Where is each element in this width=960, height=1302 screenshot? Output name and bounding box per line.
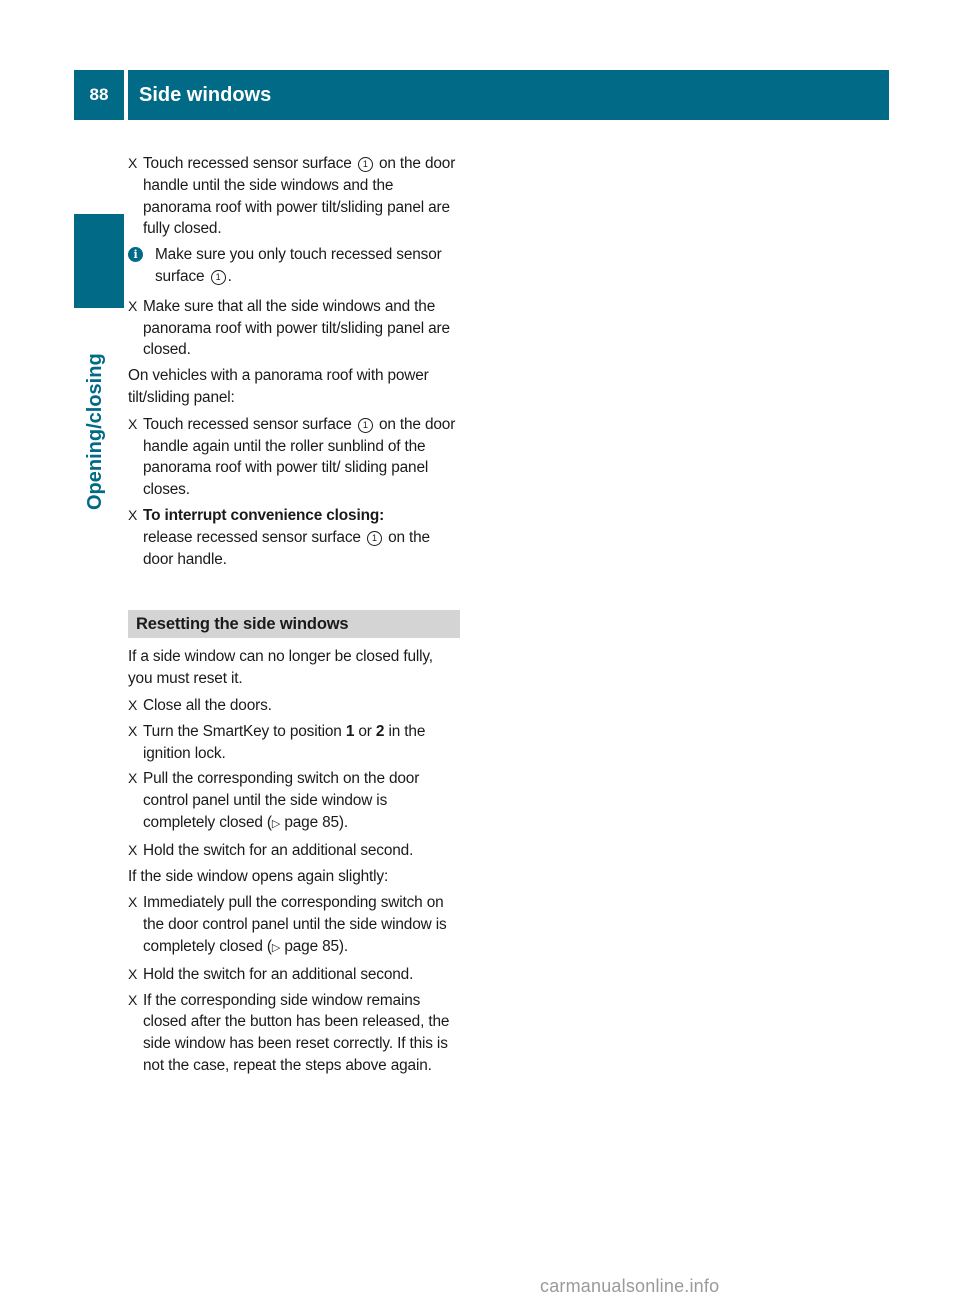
step-item (128, 505, 460, 570)
step-text: or (358, 722, 372, 740)
step-text: on the door handle again until the roller sunblind of the panorama roof with power tilt/ sliding panel closes. (143, 415, 456, 499)
callout-marker: 1 (358, 157, 373, 172)
step-marker-icon: X (128, 415, 138, 432)
step-text: on the door handle. (143, 528, 430, 568)
step-item (128, 840, 460, 862)
paragraph: On vehicles with a panorama roof with power tilt/sliding panel: (128, 367, 429, 406)
step-item (128, 768, 460, 835)
step-marker-icon: X (128, 506, 138, 523)
section-heading: Resetting the side windows (128, 610, 460, 638)
position-value: 1 (345, 722, 355, 740)
step-text: Make sure that all the side windows and the panorama roof with power tilt/sliding panel are closed. (143, 297, 450, 359)
step-marker-icon: X (128, 297, 138, 314)
info-text (143, 244, 460, 288)
step-text: Hold the switch for an additional second. (143, 841, 414, 859)
step-text: in the ignition lock. (143, 722, 426, 762)
watermark: carmanualsonline.info (540, 1276, 720, 1296)
step-marker-icon: X (128, 155, 138, 171)
callout-marker: 1 (367, 531, 382, 546)
step-marker-icon: X (128, 696, 138, 713)
step-item (128, 695, 460, 717)
paragraph: If a side window can no longer be closed fully, you must reset it. (128, 648, 433, 688)
step-text: Touch recessed sensor surface (143, 155, 352, 172)
step-text: Touch recessed sensor surface (143, 415, 352, 433)
step-text: Immediately pull the corresponding switch on the door control panel until the side window is completely closed ( (143, 894, 447, 955)
page-reference-link[interactable]: page 85). (284, 937, 349, 955)
step-text: If the corresponding side window remains closed after the button has been released, the side window has been reset correctly. If this is not the case, repeat the steps above again. (143, 991, 450, 1074)
page-reference-link[interactable]: page 85). (284, 813, 349, 831)
info-note (128, 244, 460, 288)
page-ref-arrow-icon: ▷ (271, 941, 281, 954)
step-marker-icon: X (128, 770, 138, 787)
info-icon: i (128, 247, 143, 262)
step-text: Close all the doors. (143, 696, 272, 714)
info-text-a: Make sure you only touch recessed sensor surface (155, 246, 442, 285)
page-ref-arrow-icon: ▷ (271, 817, 281, 830)
step-text: Turn the SmartKey to position (143, 722, 342, 740)
step-item (128, 153, 460, 240)
step-text: Hold the switch for an additional second. (143, 965, 414, 983)
step-marker-icon: X (128, 894, 138, 911)
step-marker-icon: X (128, 722, 138, 739)
step-item (128, 296, 460, 361)
step-item (128, 721, 460, 765)
step-marker-icon: X (128, 841, 138, 858)
step-text: on the door handle until the side windows and the panorama roof with power tilt/sliding panel are fully closed. (143, 155, 456, 238)
step-text: Pull the corresponding switch on the door control panel until the side window is completely closed ( (143, 770, 420, 831)
step-marker-icon: X (128, 991, 138, 1008)
info-text-b: . (227, 267, 232, 285)
paragraph: If the side window opens again slightly: (128, 867, 389, 885)
step-item (128, 414, 460, 501)
position-value: 2 (375, 722, 385, 740)
page-title: Side windows (128, 70, 889, 120)
side-tab-label: Opening/closing (84, 353, 106, 510)
step-bold-text: To interrupt convenience closing: (143, 506, 385, 524)
step-item (128, 892, 460, 959)
step-item (128, 964, 460, 986)
callout-marker: 1 (358, 418, 373, 433)
callout-marker: 1 (211, 270, 226, 285)
step-item (128, 990, 460, 1077)
step-text: release recessed sensor surface (143, 528, 361, 546)
side-tab-block (74, 214, 124, 308)
step-marker-icon: X (128, 965, 138, 982)
main-column (128, 153, 460, 1081)
page-number: 88 (74, 70, 124, 120)
